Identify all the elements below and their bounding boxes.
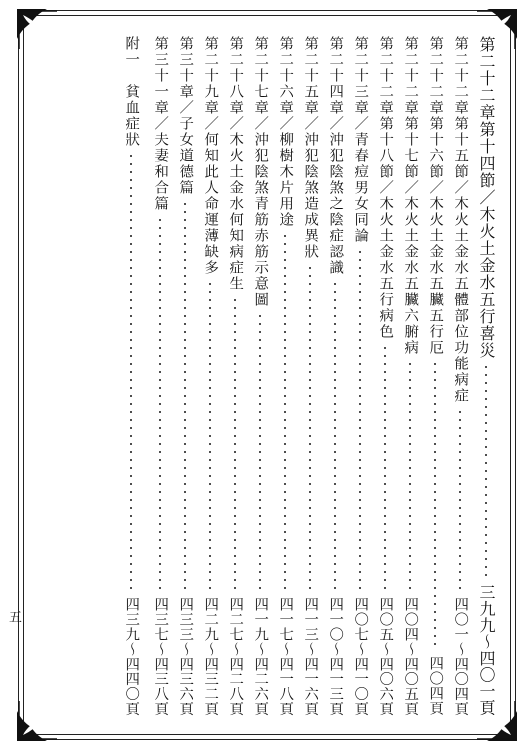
leader-dots [334, 280, 336, 591]
toc-entry[interactable] [351, 36, 369, 716]
entry-pages: 四二七～四二八頁 [227, 596, 244, 716]
entry-pages: 四〇七～四一〇頁 [352, 596, 369, 716]
leader-dots [384, 344, 386, 591]
toc-entry[interactable] [426, 36, 444, 716]
entry-title: 附一 貧血症狀 [123, 36, 140, 148]
entry-pages: 四三七～四三八頁 [152, 596, 169, 716]
leader-dots [309, 264, 311, 591]
entry-title: 第二十三章／青春痘男女同論 [352, 36, 369, 244]
entry-title: 第二十六章／柳樹木片用途 [277, 36, 294, 228]
entry-pages: 四一〇～四一三頁 [327, 596, 344, 716]
leader-dots [459, 408, 461, 591]
leader-dots [159, 216, 161, 591]
entry-pages: 四二九～四三二頁 [202, 596, 219, 716]
leader-dots [259, 312, 261, 591]
entry-pages: 四一七～四一八頁 [277, 596, 294, 716]
toc-entry[interactable] [251, 36, 269, 716]
entry-pages: 四一三～四一六頁 [302, 596, 319, 716]
entry-pages: 四〇一～四〇四頁 [452, 596, 469, 716]
toc-entry[interactable] [226, 36, 244, 716]
entry-title: 第二十二章第十八節／木火土金水五行病色 [377, 36, 394, 340]
entry-pages: 四〇四～四〇五頁 [402, 596, 419, 716]
leader-dots [284, 232, 286, 591]
entry-title: 第二十二章第十六節／木火土金水五臟五行厄 [427, 36, 444, 356]
leader-dots [359, 248, 361, 591]
toc-entry[interactable] [276, 36, 294, 716]
toc-entry[interactable] [122, 36, 140, 716]
toc-entry[interactable] [301, 36, 319, 716]
entry-title: 第二十九章／何知此人命運薄缺多 [202, 36, 219, 276]
toc-entry[interactable] [401, 36, 419, 716]
leader-dots [209, 280, 211, 591]
corner-ornament-icon [17, 695, 63, 741]
entry-title: 第三十章／子女道德篇 [177, 36, 194, 196]
toc-entry[interactable] [151, 36, 169, 716]
entry-title: 第三十一章／夫妻和合篇 [152, 36, 169, 212]
entry-pages: 四三三～四三六頁 [177, 596, 194, 716]
toc-entry[interactable] [476, 36, 496, 716]
entry-title: 第二十七章／沖犯陰煞青筋赤筋示意圖 [252, 36, 269, 308]
entry-pages: 四〇四頁 [427, 656, 444, 716]
entry-pages: 四一九～四二六頁 [252, 596, 269, 716]
entry-pages: 三九九～四〇一頁 [477, 584, 496, 716]
toc-entry[interactable] [201, 36, 219, 716]
toc-entry[interactable] [451, 36, 469, 716]
leader-dots [434, 360, 436, 650]
leader-dots [184, 200, 186, 591]
leader-dots [409, 360, 411, 591]
corner-ornament-icon [17, 9, 63, 55]
page-number: 五 [6, 610, 21, 623]
toc-entry[interactable] [176, 36, 194, 716]
entry-title: 第二十二章第十四節／木火土金水五行喜災 [477, 36, 496, 359]
entry-title: 第二十八章／木火土金水何知病症生 [227, 36, 244, 292]
entry-title: 第二十二章第十五節／木火土金水五體部位功能病症 [452, 36, 469, 404]
entry-title: 第二十二章第十七節／木火土金水五臟六腑病 [402, 36, 419, 356]
leader-dots [485, 363, 487, 578]
leader-dots [234, 296, 236, 591]
toc-entry[interactable] [326, 36, 344, 716]
entry-pages: 四三九～四四〇頁 [123, 596, 140, 716]
leader-dots [130, 152, 132, 591]
entry-pages: 四〇五～四〇六頁 [377, 596, 394, 716]
entry-title: 第二十四章／沖犯陰煞之陰症認識 [327, 36, 344, 276]
entry-title: 第二十五章／沖犯陰煞造成異狀 [302, 36, 319, 260]
toc-entry[interactable] [376, 36, 394, 716]
